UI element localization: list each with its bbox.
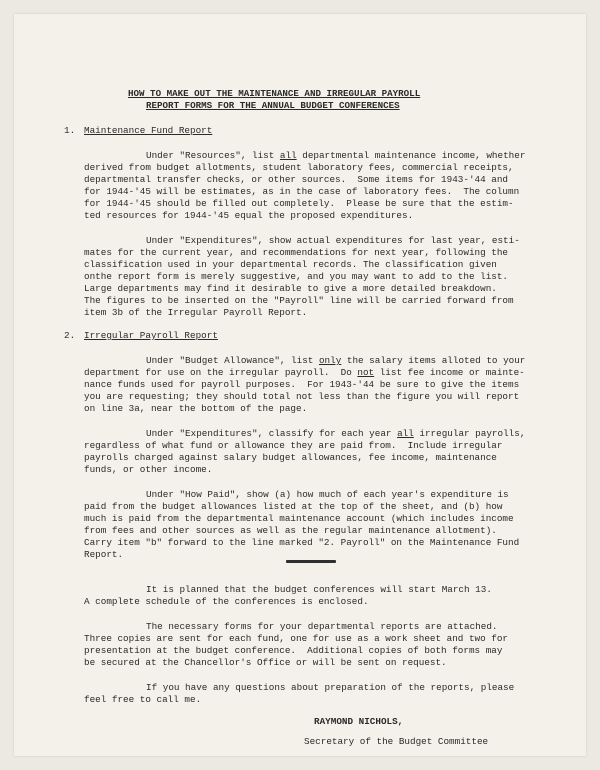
section-2-number: 2. <box>64 330 76 341</box>
section-2-p2-line: payrolls charged against salary budget allowances, fee income, maintenance <box>84 452 497 463</box>
closing-p3-line: feel free to call me. <box>84 694 202 705</box>
signature-name: RAYMOND NICHOLS, <box>314 716 404 727</box>
closing-p2-line: be secured at the Chancellor's Office or will be sent on request. <box>84 657 447 668</box>
title-line-2: REPORT FORMS FOR THE ANNUAL BUDGET CONFERENCES <box>146 100 400 111</box>
section-2-p3-line: from fees and other sources as well as the regular maintenance allotment). <box>84 525 497 536</box>
section-1-p2-line: The figures to be inserted on the "Payroll" line will be carried forward from <box>84 295 514 306</box>
closing-p2-line: presentation at the budget conference. Additional copies of both forms may <box>84 645 503 656</box>
document-page <box>14 14 586 756</box>
section-divider <box>286 560 336 563</box>
text-run: Under "Resources", list <box>146 150 280 161</box>
section-2-p2-line <box>146 428 525 441</box>
section-2-p1-line: nance funds used for payroll purposes. For 1943-'44 be sure to give the items <box>84 379 520 390</box>
text-run: the salary items alloted to your <box>341 355 526 366</box>
closing-p2-line: The necessary forms for your departmental reports are attached. <box>146 621 498 632</box>
section-1-p1-line: for 1944-'45 will be estimates, as in the case of laboratory fees. The column <box>84 186 520 197</box>
text-run: Under "Budget Allowance", list <box>146 355 319 366</box>
text-run: department for use on the irregular payroll. Do <box>84 367 358 378</box>
section-2-p2-line: funds, or other income. <box>84 464 213 475</box>
section-1-p2-line: onthe report form is merely suggestive, and you may want to add to the list. <box>84 271 509 282</box>
section-2-p3-line: Under "How Paid", show (a) how much of each year's expenditure is <box>146 489 509 500</box>
text-run: irregular payrolls, <box>413 428 526 439</box>
closing-p3-line: If you have any questions about preparation of the reports, please <box>146 682 515 693</box>
section-1-p1-line <box>146 150 525 163</box>
section-2-p3-line: Carry item "b" forward to the line marked "2. Payroll" on the Maintenance Fund <box>84 537 520 548</box>
closing-p1-line: A complete schedule of the conferences is enclosed. <box>84 596 369 607</box>
emphasis-all: all <box>397 428 414 439</box>
emphasis-not: not <box>357 367 375 378</box>
section-2-p3-line: paid from the budget allowances listed at the top of the sheet, and (b) how <box>84 501 503 512</box>
section-2-p1-line <box>84 367 525 380</box>
section-1-heading: Maintenance Fund Report <box>84 125 213 136</box>
section-1-p1-line: ted resources for 1944-'45 equal the proposed expenditures. <box>84 210 414 221</box>
section-2-heading: Irregular Payroll Report <box>84 330 218 341</box>
title-line-1: HOW TO MAKE OUT THE MAINTENANCE AND IRREGULAR PAYROLL <box>128 88 421 99</box>
section-1-p2-line: classification used in your departmental records. The classification given <box>84 259 497 270</box>
section-2-p1-line: you are requesting; they should total not less than the figure you will report <box>84 391 520 402</box>
section-1-p1-line: for 1944-'45 should be filled out completely. Please be sure that the estim- <box>84 198 514 209</box>
section-1-p2-line: mates for the current year, and recommendations for next year, following the <box>84 247 509 258</box>
emphasis-all: all <box>279 150 297 161</box>
emphasis-only: only <box>318 355 342 366</box>
section-2-p3-line: much is paid from the departmental maintenance account (which includes income <box>84 513 514 524</box>
closing-p2-line: Three copies are sent for each fund, one for use as a work sheet and two for <box>84 633 509 644</box>
text-run: list fee income or mainte- <box>374 367 525 378</box>
text-run: departmental maintenance income, whether <box>296 150 526 161</box>
section-1-p2-line: item 3b of the Irregular Payroll Report. <box>84 307 308 318</box>
section-1-p2-line: Under "Expenditures", show actual expenditures for last year, esti- <box>146 235 520 246</box>
section-2-p3-line: Report. <box>84 549 124 560</box>
section-1-p1-line: departmental transfer checks, or other sources. Some items for 1943-'44 and <box>84 174 509 185</box>
signature-title: Secretary of the Budget Committee <box>304 736 489 747</box>
closing-p1-line: It is planned that the budget conferences will start March 13. <box>146 584 492 595</box>
section-2-p1-line <box>146 355 525 368</box>
section-2-p2-line: regardless of what fund or allowance they are paid from. Include irregular <box>84 440 503 451</box>
section-1-p2-line: Large departments may find it desirable to give a more detailed breakdown. <box>84 283 497 294</box>
text-run: Under "Expenditures", classify for each year <box>146 428 398 439</box>
section-1-p1-line: derived from budget allotments, student laboratory fees, commercial receipts, <box>84 162 514 173</box>
section-2-p1-line: on line 3a, near the bottom of the page. <box>84 403 308 414</box>
section-1-number: 1. <box>64 125 76 136</box>
